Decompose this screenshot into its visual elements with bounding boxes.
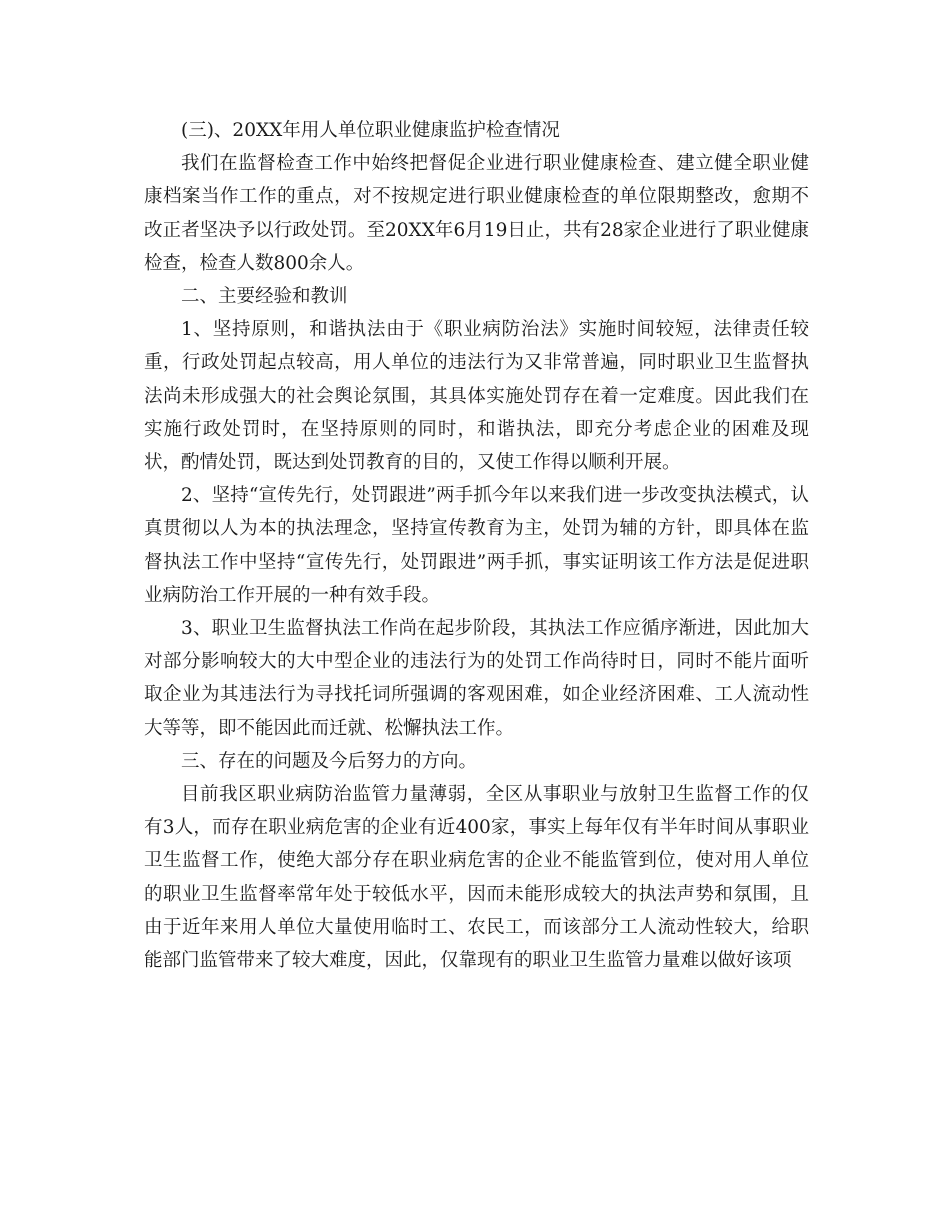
paragraph-enforcement-stage: 3、职业卫生监督执法工作尚在起步阶段，其执法工作应循序渐进，因此加大对部分影响较大的大中型企业的违法行为的处罚工作尚待时日，同时不能片面听取企业为其违法行为寻找托词所强调的客观困难，如企业经济困难、工人流动性大等等，即不能因此而迁就、松懈执法工作。 bbox=[144, 618, 809, 739]
section-heading-problems: 三、存在的问题及今后努力的方向。 bbox=[181, 750, 478, 772]
paragraph-principle: 1、坚持原则，和谐执法由于《职业病防治法》实施时间较短，法律责任较重，行政处罚起点较高，用人单位的违法行为又非常普遍，同时职业卫生监督执法尚未形成强大的社会舆论氛围，其具体实施处罚存在着一定难度。因此我们在实施行政处罚时，在坚持原则的同时，和谐执法，即充分考虑企业的困难及现状，酌情处罚，既达到处罚教育的目的，又使工作得以顺利开展。 bbox=[144, 319, 809, 474]
section-heading-experience: 二、主要经验和教训 bbox=[181, 286, 348, 308]
paragraph-current-situation: 目前我区职业病防治监管力量薄弱，全区从事职业与放射卫生监督工作的仅有3人，而存在职业病危害的企业有近400家，事实上每年仅有半年时间从事职业卫生监督工作，使绝大部分存在职业病危害的企业不能监管到位，使对用人单位的职业卫生监督率常年处于较低水平，因而未能形成较大的执法声势和氛围，且由于近年来用人单位大量使用临时工、农民工，而该部分工人流动性较大，给职能部门监管带来了较大难度，因此，仅靠现有的职业卫生监管力量难以做好该项 bbox=[144, 784, 809, 972]
section-heading-health-surveillance: (三)、20XX年用人单位职业健康监护检查情况 bbox=[181, 120, 560, 141]
paragraph-publicity: 2、坚持“宣传先行，处罚跟进”两手抓今年以来我们进一步改变执法模式，认真贯彻以人为本的执法理念，坚持宣传教育为主，处罚为辅的方针，即具体在监督执法工作中坚持“宣传先行，处罚跟进”两手抓，事实证明该工作方法是促进职业病防治工作开展的一种有效手段。 bbox=[144, 485, 809, 606]
document-body bbox=[144, 114, 809, 977]
paragraph-health-check: 我们在监督检查工作中始终把督促企业进行职业健康检查、建立健全职业健康档案当作工作的重点，对不按规定进行职业健康检查的单位限期整改，愈期不改正者坚决予以行政处罚。至20XX年6月19日止，共有28家企业进行了职业健康检查，检查人数800余人。 bbox=[144, 153, 809, 274]
